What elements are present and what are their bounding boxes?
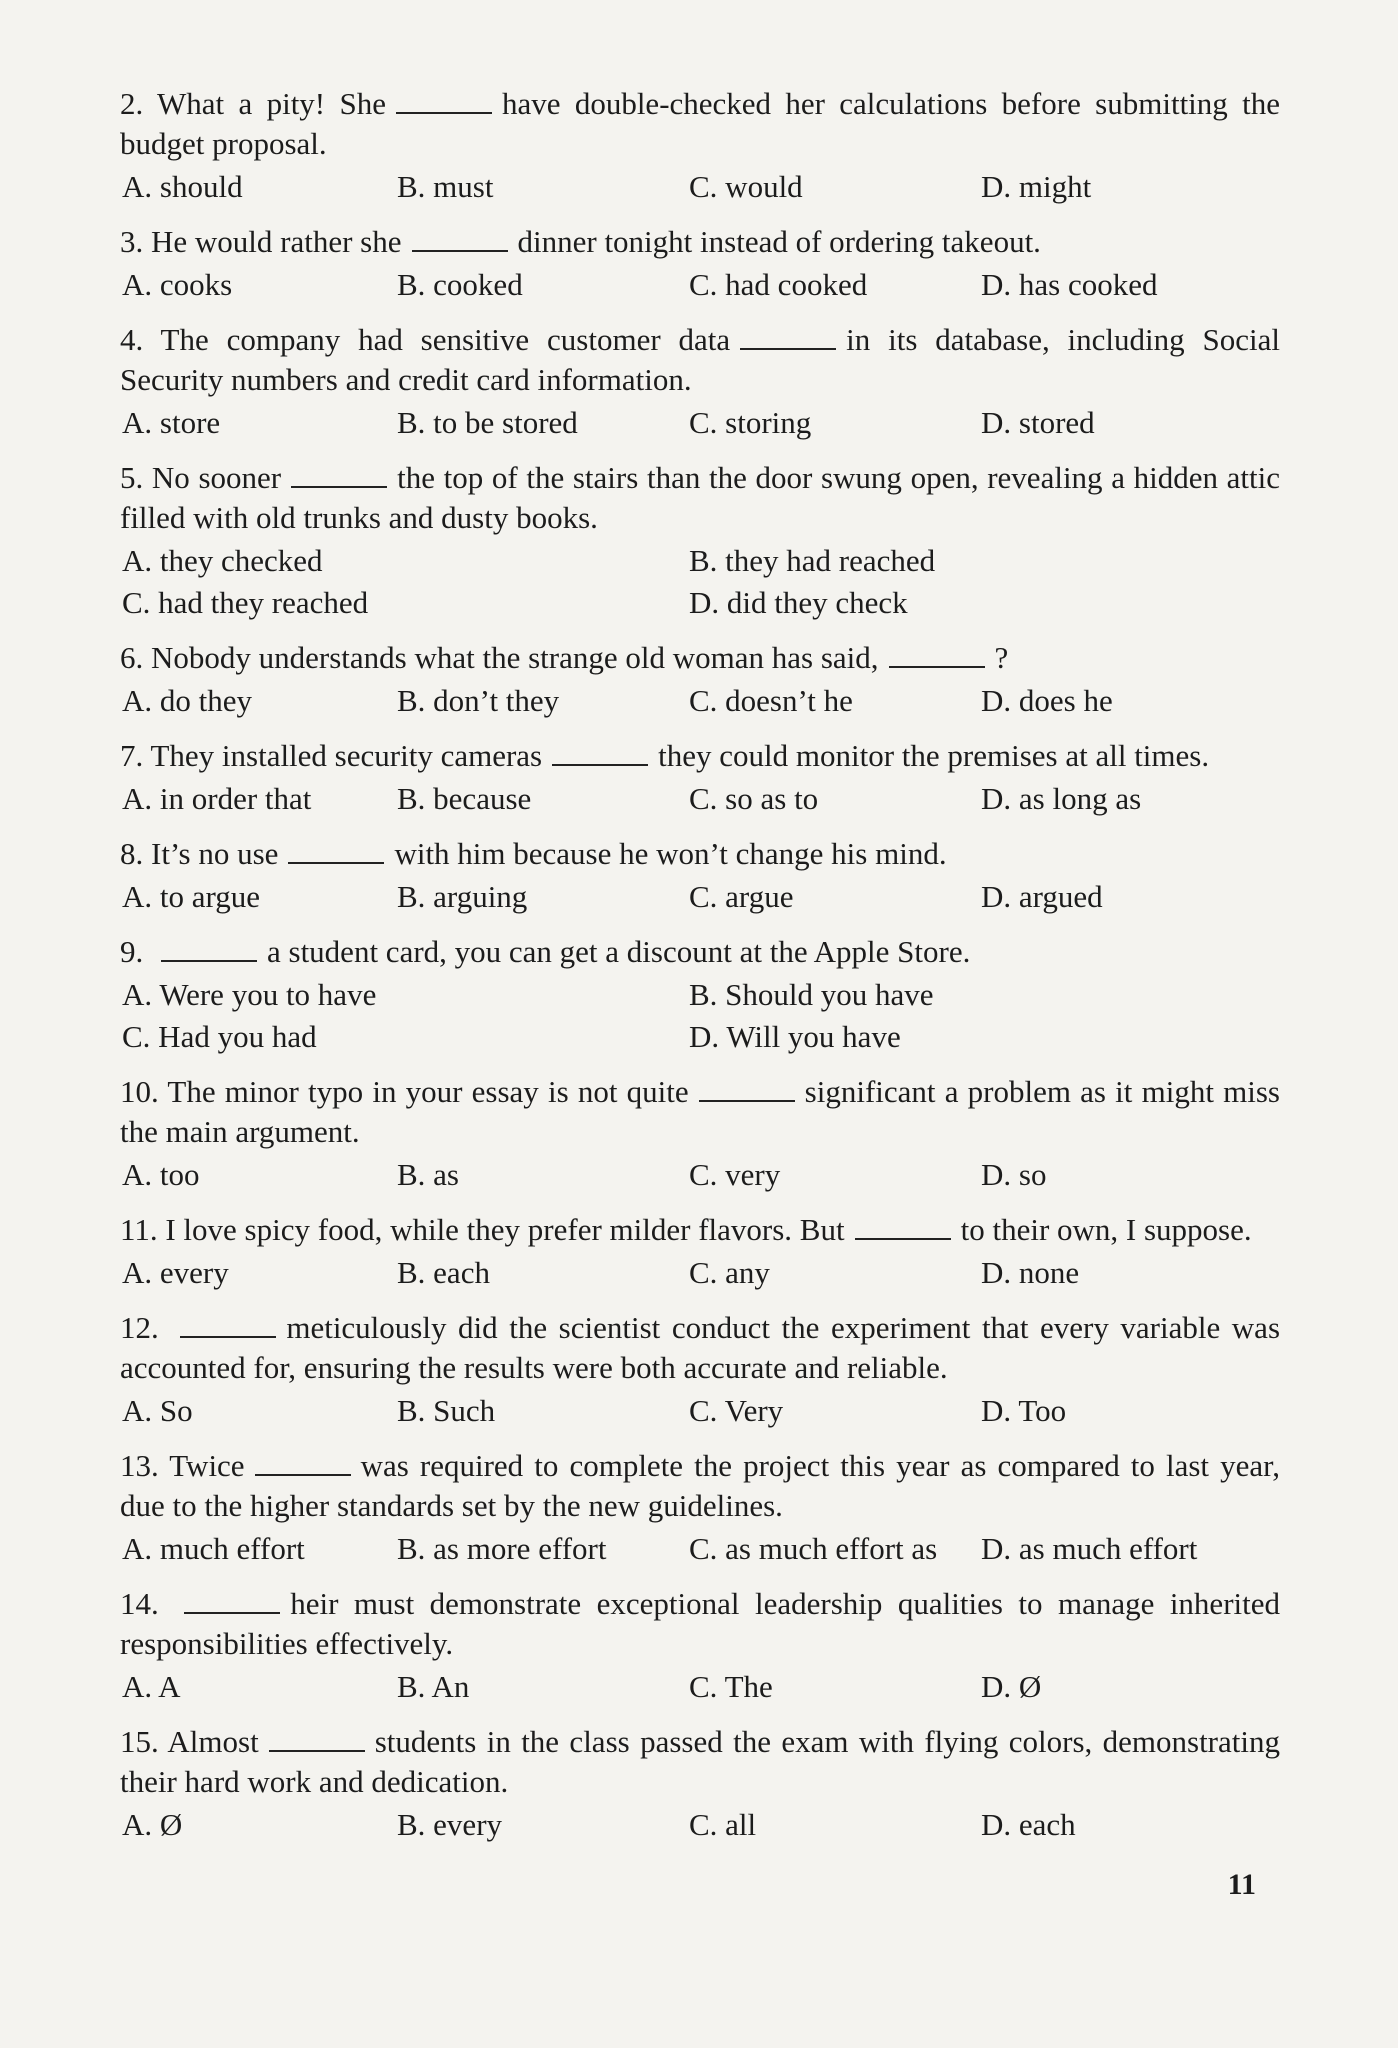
- option-a: A. to argue: [122, 879, 261, 914]
- option-b: B. Such: [397, 1393, 496, 1428]
- question-number: 9.: [120, 934, 144, 969]
- question-number: 5.: [120, 460, 144, 495]
- option-a: A. So: [122, 1393, 193, 1428]
- question-7: [120, 736, 1280, 820]
- option-d: D. argued: [981, 879, 1103, 914]
- question-15: [120, 1722, 1280, 1846]
- answer-options: [120, 680, 1280, 722]
- question-stem-before: It’s no use: [151, 836, 279, 871]
- answer-blank: [740, 324, 836, 350]
- question-stem-after: a student card, you can get a discount at the Apple Store.: [267, 934, 971, 969]
- answer-options: [120, 1154, 1280, 1196]
- question-text: [120, 84, 1280, 164]
- question-stem-after: in its database, including Social Security numbers and credit card information.: [120, 322, 1280, 397]
- question-stem-before: Almost: [167, 1724, 259, 1759]
- option-d: D. as much effort: [981, 1531, 1198, 1566]
- option-b: B. cooked: [397, 267, 523, 302]
- question-stem-after: significant a problem as it might miss the main argument.: [120, 1074, 1280, 1149]
- option-b: B. An: [397, 1669, 470, 1704]
- option-a: A. should: [122, 169, 243, 204]
- question-stem-after: ?: [994, 640, 1009, 675]
- option-a: A. do they: [122, 683, 253, 718]
- question-12: [120, 1308, 1280, 1432]
- question-text: [120, 1446, 1280, 1526]
- option-c: C. had they reached: [122, 585, 369, 620]
- option-c: C. so as to: [689, 781, 819, 816]
- answer-options: [120, 264, 1280, 306]
- answer-options: [120, 974, 1280, 1058]
- question-number: 12.: [120, 1310, 159, 1345]
- question-4: [120, 320, 1280, 444]
- option-a: A. in order that: [122, 781, 312, 816]
- option-b: B. as: [397, 1157, 459, 1192]
- question-text: [120, 458, 1280, 538]
- option-b: B. Should you have: [689, 977, 934, 1012]
- option-d: D. has cooked: [981, 267, 1158, 302]
- option-d: D. did they check: [689, 585, 908, 620]
- question-9: [120, 932, 1280, 1058]
- answer-blank: [291, 462, 387, 488]
- question-text: [120, 834, 1280, 874]
- option-a: A. every: [122, 1255, 229, 1290]
- question-text: [120, 1072, 1280, 1152]
- question-stem-after: with him because he won’t change his mind.: [394, 836, 947, 871]
- question-5: [120, 458, 1280, 624]
- option-d: D. so: [981, 1157, 1047, 1192]
- option-b: B. each: [397, 1255, 490, 1290]
- answer-blank: [161, 936, 257, 962]
- page-number: 11: [1227, 1868, 1256, 1901]
- option-a: A. cooks: [122, 267, 233, 302]
- question-number: 10.: [120, 1074, 159, 1109]
- option-c: C. argue: [689, 879, 794, 914]
- question-number: 3.: [120, 224, 144, 259]
- answer-blank: [412, 226, 508, 252]
- option-a: A. too: [122, 1157, 200, 1192]
- option-d: D. Too: [981, 1393, 1067, 1428]
- option-a: A. A: [122, 1669, 181, 1704]
- question-text: [120, 1584, 1280, 1664]
- question-stem-before: The company had sensitive customer data: [160, 322, 731, 357]
- option-b: B. don’t they: [397, 683, 560, 718]
- question-2: [120, 84, 1280, 208]
- option-b: B. as more effort: [397, 1531, 607, 1566]
- answer-options: [120, 1804, 1280, 1846]
- option-d: D. might: [981, 169, 1092, 204]
- question-stem-before: Twice: [169, 1448, 245, 1483]
- question-number: 13.: [120, 1448, 159, 1483]
- question-text: [120, 1722, 1280, 1802]
- answer-options: [120, 876, 1280, 918]
- question-number: 4.: [120, 322, 144, 357]
- answer-blank: [552, 740, 648, 766]
- answer-blank: [255, 1450, 351, 1476]
- question-text: [120, 1210, 1280, 1250]
- question-number: 7.: [120, 738, 144, 773]
- option-b: B. to be stored: [397, 405, 578, 440]
- option-c: C. The: [689, 1669, 773, 1704]
- option-c: C. had cooked: [689, 267, 868, 302]
- question-13: [120, 1446, 1280, 1570]
- answer-blank: [855, 1214, 951, 1240]
- question-stem-after: they could monitor the premises at all times.: [658, 738, 1210, 773]
- option-d: D. Ø: [981, 1669, 1042, 1704]
- answer-blank: [889, 642, 985, 668]
- option-c: C. as much effort as: [689, 1531, 938, 1566]
- question-stem-after: was required to complete the project this year as compared to last year, due to the higher standards set by the new guidelines.: [120, 1448, 1280, 1523]
- option-c: C. doesn’t he: [689, 683, 853, 718]
- question-stem-after: have double-checked her calculations before submitting the budget proposal.: [120, 86, 1280, 161]
- question-text: [120, 1308, 1280, 1388]
- option-a: A. store: [122, 405, 221, 440]
- answer-options: [120, 166, 1280, 208]
- answer-options: [120, 778, 1280, 820]
- answer-options: [120, 402, 1280, 444]
- answer-options: [120, 540, 1280, 624]
- question-10: [120, 1072, 1280, 1196]
- option-d: D. as long as: [981, 781, 1142, 816]
- option-d: D. does he: [981, 683, 1113, 718]
- option-d: D. none: [981, 1255, 1080, 1290]
- option-a: A. they checked: [122, 543, 323, 578]
- option-b: B. arguing: [397, 879, 528, 914]
- question-14: [120, 1584, 1280, 1708]
- answer-options: [120, 1528, 1280, 1570]
- option-a: A. Ø: [122, 1807, 183, 1842]
- option-d: D. each: [981, 1807, 1076, 1842]
- question-text: [120, 736, 1280, 776]
- option-a: A. Were you to have: [122, 977, 377, 1012]
- option-c: C. any: [689, 1255, 770, 1290]
- question-stem-after: meticulously did the scientist conduct the experiment that every variable was accounted for, ensuring the results were both accurate and reliable.: [120, 1310, 1281, 1385]
- question-number: 15.: [120, 1724, 159, 1759]
- option-c: C. very: [689, 1157, 781, 1192]
- answer-blank: [699, 1076, 795, 1102]
- question-stem-after: the top of the stairs than the door swung open, revealing a hidden attic filled with old trunks and dusty books.: [120, 460, 1280, 535]
- question-text: [120, 320, 1280, 400]
- question-stem-before: The minor typo in your essay is not quite: [167, 1074, 689, 1109]
- option-d: D. stored: [981, 405, 1095, 440]
- option-c: C. would: [689, 169, 803, 204]
- question-stem-after: heir must demonstrate exceptional leadership qualities to manage inherited responsibilities effectively.: [120, 1586, 1280, 1661]
- question-11: [120, 1210, 1280, 1294]
- option-a: A. much effort: [122, 1531, 305, 1566]
- answer-blank: [180, 1312, 276, 1338]
- option-b: B. because: [397, 781, 532, 816]
- question-stem-after: to their own, I suppose.: [960, 1212, 1252, 1247]
- answer-options: [120, 1666, 1280, 1708]
- option-b: B. they had reached: [689, 543, 936, 578]
- question-number: 6.: [120, 640, 144, 675]
- question-stem-after: students in the class passed the exam with flying colors, demonstrating their hard work and dedication.: [120, 1724, 1280, 1799]
- answer-blank: [269, 1726, 365, 1752]
- question-text: [120, 638, 1280, 678]
- question-text: [120, 222, 1280, 262]
- question-stem-after: dinner tonight instead of ordering takeout.: [517, 224, 1041, 259]
- option-b: B. must: [397, 169, 494, 204]
- answer-blank: [184, 1588, 280, 1614]
- question-stem-before: They installed security cameras: [150, 738, 543, 773]
- question-text: [120, 932, 1280, 972]
- option-c: C. Very: [689, 1393, 784, 1428]
- question-stem-before: Nobody understands what the strange old woman has said,: [151, 640, 879, 675]
- question-number: 14.: [120, 1586, 159, 1621]
- answer-blank: [288, 838, 384, 864]
- question-stem-before: I love spicy food, while they prefer milder flavors. But: [165, 1212, 845, 1247]
- question-stem-before: What a pity! She: [157, 86, 386, 121]
- question-number: 8.: [120, 836, 144, 871]
- answer-blank: [396, 88, 492, 114]
- option-c: C. Had you had: [122, 1019, 317, 1054]
- question-number: 2.: [120, 86, 144, 121]
- option-d: D. Will you have: [689, 1019, 901, 1054]
- answer-options: [120, 1252, 1280, 1294]
- question-stem-before: No sooner: [151, 460, 282, 495]
- question-3: [120, 222, 1280, 306]
- question-stem-before: He would rather she: [151, 224, 402, 259]
- answer-options: [120, 1390, 1280, 1432]
- question-number: 11.: [120, 1212, 158, 1247]
- option-c: C. storing: [689, 405, 812, 440]
- question-8: [120, 834, 1280, 918]
- option-c: C. all: [689, 1807, 757, 1842]
- option-b: B. every: [397, 1807, 503, 1842]
- question-6: [120, 638, 1280, 722]
